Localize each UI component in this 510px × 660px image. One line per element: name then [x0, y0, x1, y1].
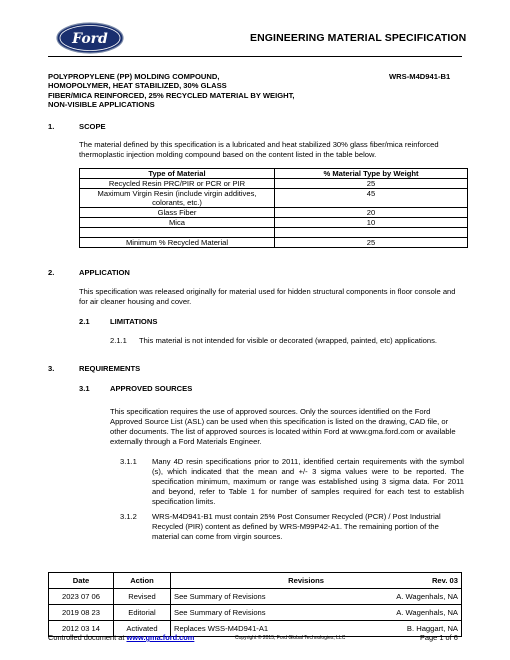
subsection-number: 3.1: [79, 384, 90, 393]
footer-copyright: Copyright © 2015, Ford Global Technologies, LLC: [235, 635, 346, 641]
material-type-cell: Mica: [80, 218, 275, 228]
table-row: [80, 238, 468, 248]
column-header: Rev. 03: [327, 573, 462, 589]
revision-description: Replaces WSS-M4D941-A1: [171, 621, 328, 637]
revision-action: Revised: [114, 589, 171, 605]
column-header: Action: [114, 573, 171, 589]
material-percent-cell: [275, 228, 468, 238]
table-row: [49, 589, 462, 605]
item-number: 3.1.2: [120, 512, 137, 521]
material-percent-cell: 20: [275, 208, 468, 218]
application-text: This specification was released originally for material used for hidden structural components in floor console and for air cleaner housing and cover.: [79, 287, 456, 306]
material-type-cell: Recycled Resin PRC/PIR or PCR or PIR: [80, 179, 275, 189]
material-type-cell: Glass Fiber: [80, 208, 275, 218]
material-percent-cell: 25: [275, 238, 468, 248]
limitations-text: This material is not intended for visible or decorated (wrapped, painted, etc) applications.: [139, 336, 438, 345]
subsection-title-limitations: LIMITATIONS: [110, 317, 158, 326]
page-number: Page 1 of 6: [420, 633, 458, 642]
material-type-cell: Minimum % Recycled Material: [80, 238, 275, 248]
table-row: [80, 189, 468, 208]
item-number: 3.1.1: [120, 457, 137, 466]
revision-description: See Summary of Revisions: [171, 589, 328, 605]
table-row-empty: [80, 228, 468, 238]
table-header-row: [49, 573, 462, 589]
column-header: Revisions: [171, 573, 328, 589]
item-number: 2.1.1: [110, 336, 127, 345]
table-row: [80, 218, 468, 228]
table-row: [80, 179, 468, 189]
column-header: % Material Type by Weight: [275, 169, 468, 179]
material-type-cell: [80, 228, 275, 238]
page-title: ENGINEERING MATERIAL SPECIFICATION: [250, 32, 467, 44]
footer-prefix: Controlled document at: [48, 633, 127, 642]
revision-author: B. Haggart, NA: [327, 621, 462, 637]
material-percent-cell: 10: [275, 218, 468, 228]
material-type-cell: Maximum Virgin Resin (include virgin additives, colorants, etc.): [80, 189, 275, 208]
revision-author: A. Wagenhals, NA: [327, 605, 462, 621]
svg-text:Ford: Ford: [72, 31, 108, 47]
revision-table: [48, 572, 462, 637]
section-title-scope: SCOPE: [79, 122, 106, 131]
revision-author: A. Wagenhals, NA: [327, 589, 462, 605]
table-row: [80, 208, 468, 218]
revision-date: 2023 07 06: [49, 589, 114, 605]
material-percent-cell: 45: [275, 189, 468, 208]
revision-action: Activated: [114, 621, 171, 637]
section-number: 3.: [48, 364, 55, 373]
title-line: FIBER/MICA REINFORCED, 25% RECYCLED MATERIAL BY WEIGHT,: [48, 90, 295, 100]
document-title: [48, 72, 348, 109]
title-line: HOMOPOLYMER, HEAT STABILIZED, 30% GLASS: [48, 81, 227, 91]
title-line: NON-VISIBLE APPLICATIONS: [48, 99, 155, 109]
revision-action: Editorial: [114, 605, 171, 621]
subsection-title-approved-sources: APPROVED SOURCES: [110, 384, 193, 393]
sigma-requirements-text: Many 4D resin specifications prior to 2011, identified certain requirements with the symbol (s), which indicated that the mean and +/- 3 sigma values were to be reported. The specification minimum, maximum or range was established using 3 sigma data. For 2011 and beyond, refer to Table 1 for number of samples required for each test to establish specification limits.: [152, 457, 464, 506]
footer-controlled-document: [48, 633, 194, 642]
table-header-row: [80, 169, 468, 179]
ford-logo: [56, 22, 124, 54]
revision-date: 2019 08 23: [49, 605, 114, 621]
section-title-application: APPLICATION: [79, 268, 130, 277]
header-divider: [48, 56, 462, 57]
section-title-requirements: REQUIREMENTS: [79, 364, 141, 373]
scope-text: The material defined by this specification is a lubricated and heat stabilized 30% glass fiber/mica reinforced thermoplastic injection molding compound based on the content listed in the table below.: [79, 140, 439, 159]
gma-link[interactable]: www.gma.ford.com: [126, 633, 195, 642]
subsection-number: 2.1: [79, 317, 90, 326]
revision-date: 2012 03 14: [49, 621, 114, 637]
revision-description: See Summary of Revisions: [171, 605, 328, 621]
material-percent-cell: 25: [275, 179, 468, 189]
section-number: 1.: [48, 122, 55, 131]
table-row: [49, 605, 462, 621]
title-line: POLYPROPYLENE (PP) MOLDING COMPOUND,: [48, 72, 220, 81]
material-table: [79, 168, 468, 248]
recycled-content-text: WRS-M4D941-B1 must contain 25% Post Consumer Recycled (PCR) / Post Industrial Recycled (PIR) content as defined by WRS-M99P42-A1. The remaining portion of the material can come from virgin sources.: [152, 512, 441, 541]
approved-sources-text: This specification requires the use of approved sources. Only the sources identified on the Ford Approved Source List (ASL) can be used when this specification is listed on the drawing, CAD file, or other documents. The list of approved sources is located within Ford at www.gma.ford.com or available externally through a Ford Materials Engineer.: [110, 407, 456, 446]
column-header: Date: [49, 573, 114, 589]
column-header: Type of Material: [80, 169, 275, 179]
section-number: 2.: [48, 268, 55, 277]
document-number: WRS-M4D941-B1: [389, 72, 451, 81]
